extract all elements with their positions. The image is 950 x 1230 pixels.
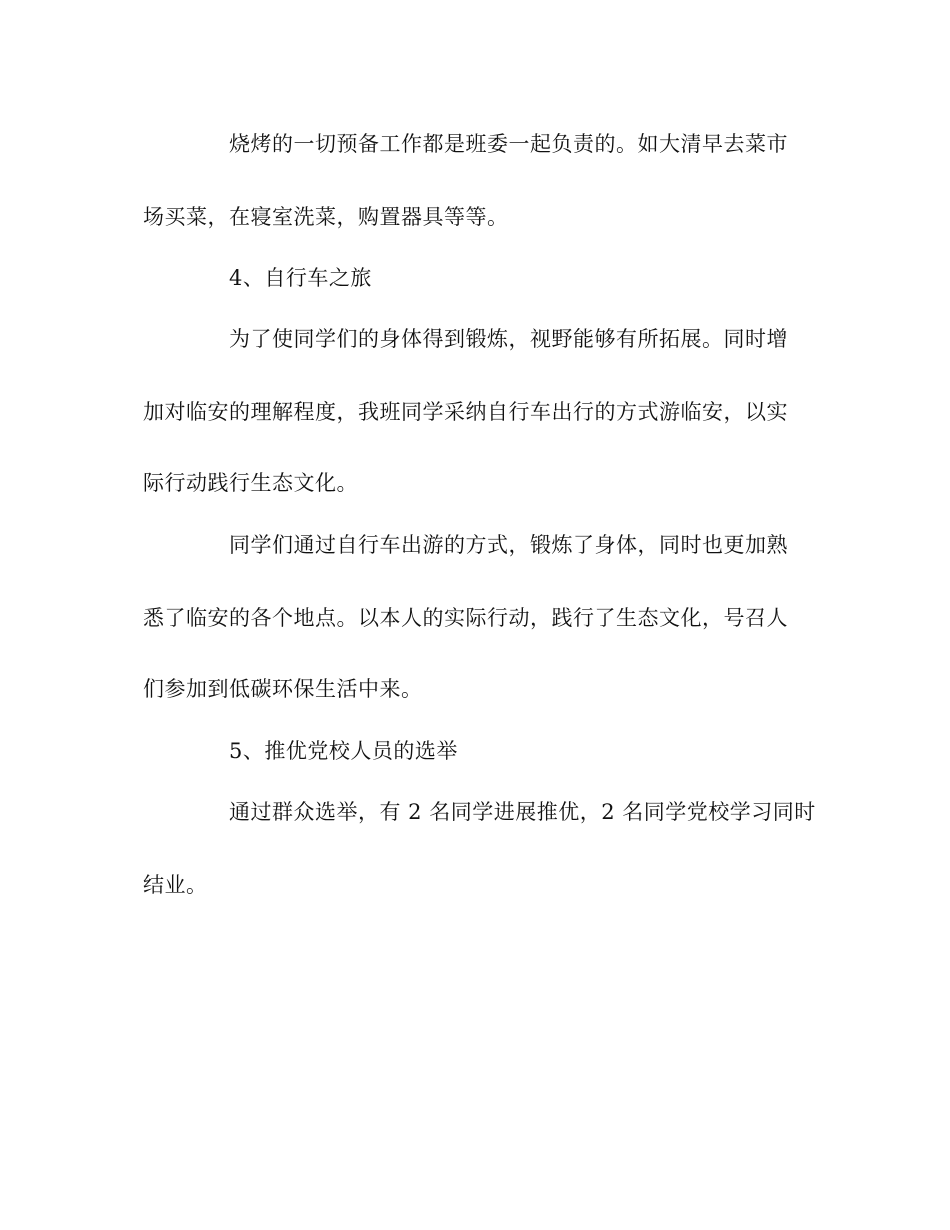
paragraph-line: 悉了临安的各个地点。以本人的实际行动，践行了生态文化，号召人 (143, 606, 788, 630)
paragraph-line: 加对临安的理解程度，我班同学采纳自行车出行的方式游临安，以实 (143, 400, 788, 424)
paragraph-line: 通过群众选举，有 2 名同学进展推优，2 名同学党校学习同时 (229, 800, 816, 824)
section-heading: 4、自行车之旅 (229, 266, 372, 290)
paragraph-line: 际行动践行生态文化。 (143, 471, 358, 495)
paragraph-line: 同学们通过自行车出游的方式，锻炼了身体，同时也更加熟 (229, 533, 788, 557)
paragraph-line: 们参加到低碳环保生活中来。 (143, 677, 423, 701)
section-heading: 5、推优党校人员的选举 (229, 739, 458, 763)
paragraph-line: 场买菜，在寝室洗菜，购置器具等等。 (143, 205, 509, 229)
paragraph-line: 烧烤的一切预备工作都是班委一起负责的。如大清早去菜市 (229, 132, 788, 156)
paragraph-line: 结业。 (143, 873, 208, 897)
paragraph-line: 为了使同学们的身体得到锻炼，视野能够有所拓展。同时增 (229, 327, 788, 351)
